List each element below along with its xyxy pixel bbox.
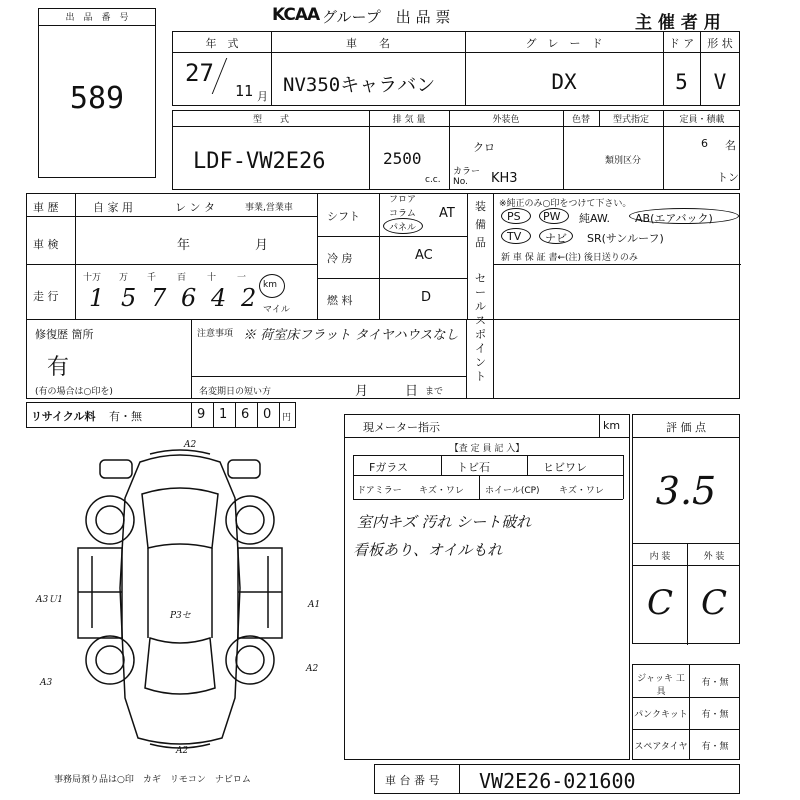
- deadline-day: 日: [405, 384, 419, 399]
- shift-panel: パネル: [389, 223, 417, 233]
- tool-spare-label: スペアタイヤ: [634, 742, 688, 752]
- km-circle: [259, 274, 285, 298]
- repair-notes-box: [26, 319, 467, 399]
- diagram-mark: A3: [40, 678, 53, 688]
- notes-label: 注意事項: [197, 329, 234, 339]
- digit-unit: 十万: [83, 273, 102, 283]
- model-label: 型 式: [252, 115, 289, 125]
- equip-ab-circle: [629, 208, 739, 224]
- tool-spare-value: 有・無: [701, 742, 729, 752]
- diagram-mark: A3Ｕ1: [36, 595, 63, 605]
- diagram-mark: P3セ: [170, 611, 191, 621]
- score-box: [632, 414, 740, 644]
- equip-sr: SR(サンルーフ): [587, 232, 664, 245]
- type-designation-label: 型式指定: [612, 115, 649, 125]
- exterior-value: C: [700, 583, 727, 623]
- mileage-digit: 6: [181, 284, 197, 312]
- capacity-unit: 名: [725, 139, 736, 152]
- lot-label: 出 品 番 号: [39, 11, 155, 26]
- shaken-label: 車 検: [33, 238, 59, 251]
- recycle-digit: 6: [241, 407, 250, 422]
- shaken-year-unit: 年: [177, 238, 191, 253]
- tools-box: [632, 664, 740, 760]
- wheel-damage: キズ・ワレ: [559, 486, 604, 496]
- diagram-mark: A2: [306, 664, 319, 674]
- equip-navi-circle: [539, 228, 573, 244]
- copy-label: 主 催 者 用: [635, 13, 721, 33]
- ac-value: AC: [415, 248, 433, 263]
- equip-ab: AB(エアバック): [635, 212, 713, 225]
- diagram-mark: A1: [308, 600, 321, 610]
- chassis-value: VW2E26-021600: [479, 769, 636, 793]
- load-unit: トン: [717, 171, 739, 184]
- chassis-label: 車 台 番 号: [385, 774, 440, 787]
- inspection-comment-2: 看板あり、オイルもれ: [353, 541, 503, 559]
- shift-value: AT: [439, 206, 455, 221]
- displacement-value: 2500: [383, 149, 422, 168]
- equipment-note: ※純正のみ○印をつけて下さい。: [499, 199, 632, 209]
- panel-circle: [383, 218, 423, 234]
- displacement-unit: c.c.: [425, 175, 441, 185]
- repair-value: 有: [47, 355, 70, 380]
- inspection-comment-1: 室内キズ 汚れ シート破れ: [357, 513, 532, 531]
- mileage-digit: 1: [89, 284, 105, 312]
- mileage-label: 走 行: [33, 290, 59, 303]
- body-label: 形 状: [707, 37, 733, 50]
- notes-value: ※ 荷室床フラット タイヤハウスなし: [243, 328, 459, 343]
- grade-label: グ レ ー ド: [525, 37, 603, 50]
- deadline-suffix: まで: [425, 387, 444, 397]
- equip-ps-circle: [501, 208, 531, 224]
- repair-label: 修復歴 箇所: [35, 328, 94, 341]
- meter-label: 現メーター指示: [363, 421, 440, 434]
- digit-unit: 百: [177, 273, 187, 283]
- tool-jack-value: 有・無: [701, 678, 729, 688]
- history-option-private: 自 家 用: [93, 201, 133, 214]
- tool-puncture-value: 有・無: [701, 710, 729, 720]
- car-name-value: NV350キャラバン: [283, 74, 436, 96]
- body-value: V: [713, 70, 727, 94]
- equip-aw: 純AW.: [579, 212, 611, 225]
- score-label: 評 価 点: [666, 421, 706, 434]
- mile-label: マイル: [263, 305, 290, 315]
- recycle-digit: 0: [263, 407, 272, 422]
- equip-pw: PW: [543, 210, 561, 223]
- mileage-digit: 5: [121, 284, 137, 312]
- color-value: クロ: [473, 141, 495, 154]
- warranty-note: 新 車 保 証 書←(注) 後日送りのみ: [501, 253, 638, 263]
- grade-value: DX: [551, 70, 577, 94]
- shaken-month-unit: 月: [255, 238, 269, 253]
- color-change-label: 色替: [571, 115, 590, 125]
- equip-navi: ナビ: [545, 232, 567, 245]
- office-note: 事務局預り品は○印 カギ リモコン ナビロム: [54, 775, 251, 785]
- year-label: 年 式: [205, 37, 239, 50]
- sheet-title: グループ 出 品 票: [322, 8, 451, 26]
- tool-jack-label: ジャッキ 工 具: [637, 674, 685, 697]
- equipment-label: 装 備 品: [475, 200, 486, 249]
- chassis-box: [374, 764, 740, 794]
- mirror-damage: キズ・ワレ: [419, 486, 464, 496]
- door-value: 5: [675, 70, 688, 94]
- lot-box: [38, 8, 156, 178]
- color-label: 外装色: [492, 115, 520, 125]
- month-unit: 月: [257, 90, 268, 103]
- recycle-digit: 9: [197, 407, 206, 422]
- deadline-label: 名変期日の短い方: [199, 387, 272, 397]
- mileage-digit: 2: [241, 284, 257, 312]
- mileage-digits: [81, 270, 257, 316]
- shift-column: コラム: [389, 209, 416, 219]
- inspection-box: [344, 414, 630, 760]
- score-value: 3.5: [655, 469, 717, 513]
- recycle-label: リサイクル料: [31, 410, 96, 423]
- recycle-flags: 有・無: [109, 410, 142, 423]
- lot-number: 589: [69, 81, 125, 116]
- km-label: km: [263, 280, 277, 290]
- equip-tv-circle: [501, 228, 531, 244]
- diagram-mark: A2: [184, 440, 197, 450]
- equip-pw-circle: [539, 208, 569, 224]
- fuel-value: D: [421, 290, 432, 305]
- history-label: 車 歴: [33, 201, 59, 214]
- chip-label: トビ石: [457, 461, 490, 474]
- recycle-digit: 1: [219, 407, 228, 422]
- sales-point-label: セールスポイント: [475, 272, 486, 383]
- fuel-label: 燃 料: [327, 294, 353, 307]
- equip-ps: PS: [507, 210, 521, 223]
- repair-note: (有の場合は○印を): [35, 387, 113, 397]
- year-value: 27: [185, 59, 214, 87]
- exterior-label: 外 装: [703, 552, 725, 562]
- capacity-label: 定員・積載: [679, 115, 725, 125]
- shift-label: シフト: [327, 210, 360, 223]
- diagram-mark: A2: [176, 746, 189, 756]
- displacement-label: 排 気 量: [392, 115, 426, 125]
- row1-box: [172, 31, 740, 106]
- ac-label: 冷 房: [327, 252, 353, 265]
- glass-label: Fガラス: [369, 461, 408, 474]
- wheel-label: ホイール(CP): [485, 486, 540, 496]
- class-label: 類別区分: [605, 156, 642, 166]
- car-name-label: 車 名: [346, 37, 390, 50]
- shift-floor: フロア: [389, 195, 417, 205]
- tool-puncture-label: パンクキット: [634, 710, 688, 720]
- mileage-digit: 7: [151, 284, 167, 312]
- digit-unit: 千: [147, 273, 157, 283]
- color-no-label: カラー No.: [453, 167, 481, 187]
- model-value: LDF-VW2E26: [193, 149, 326, 174]
- digit-unit: 一: [237, 273, 247, 283]
- capacity-value: 6: [701, 137, 708, 150]
- mileage-digit: 4: [211, 284, 227, 312]
- row2-box: [172, 110, 740, 190]
- deadline-month: 月: [355, 384, 369, 399]
- door-label: ド ア: [668, 37, 695, 50]
- month-value: 11: [235, 82, 254, 100]
- sales-point-area: [466, 319, 740, 399]
- recycle-box: [26, 402, 296, 428]
- digit-unit: 十: [207, 273, 217, 283]
- history-option-business: 事業,営業車: [245, 203, 293, 213]
- crack-label: ヒビワレ: [543, 461, 587, 474]
- inspector-label: 【査 定 員 記 入】: [449, 444, 525, 454]
- color-no-value: KH3: [491, 171, 518, 186]
- car-diagram: [30, 438, 330, 758]
- history-option-rental: レ ン タ: [175, 201, 215, 214]
- recycle-unit: 円: [282, 413, 292, 423]
- digit-unit: 万: [119, 273, 129, 283]
- mirror-label: ドアミラー: [357, 486, 402, 496]
- brand-logo: KCAA: [272, 5, 320, 25]
- equip-tv: TV: [507, 230, 522, 243]
- interior-label: 内 装: [649, 552, 671, 562]
- interior-value: C: [646, 583, 673, 623]
- meter-unit: km: [603, 419, 621, 432]
